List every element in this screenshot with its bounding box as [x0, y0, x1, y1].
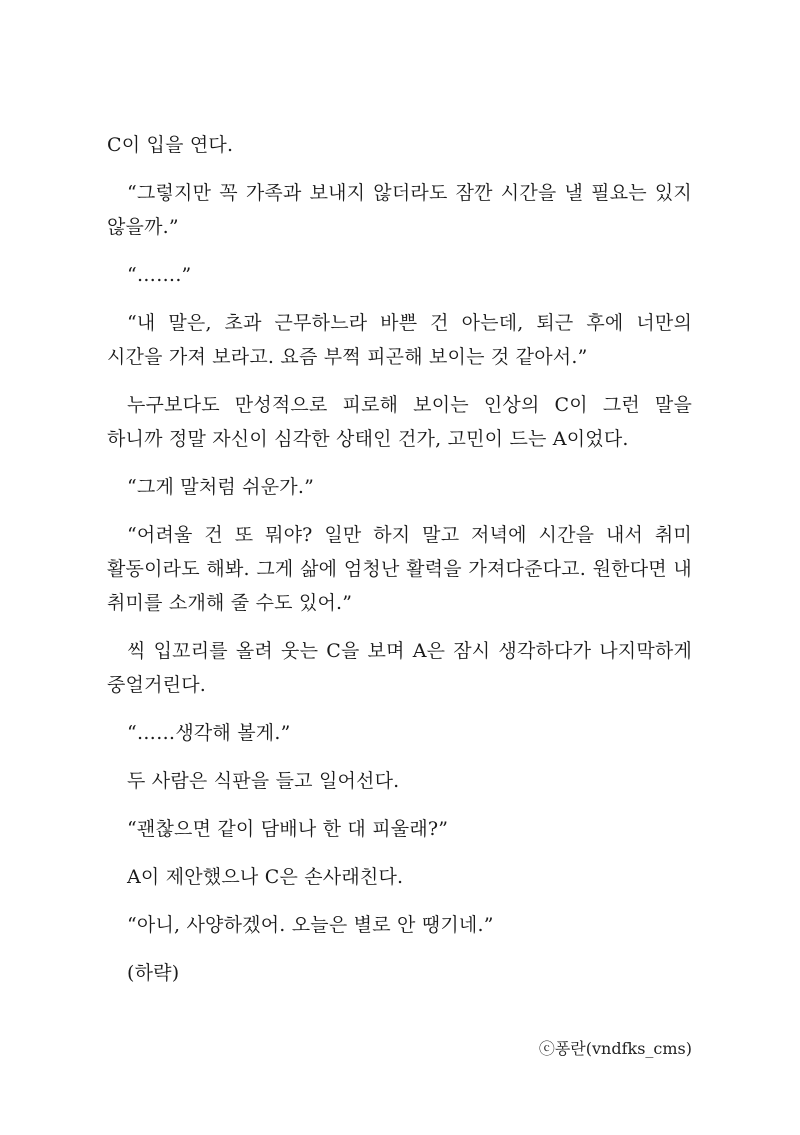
paragraph-4: “내 말은, 초과 근무하느라 바쁜 건 아는데, 퇴근 후에 너만의 시간을 가져 보라고. 요즘 부쩍 피곤해 보이는 것 같아서.” [107, 312, 692, 368]
paragraph-14: (하략) [127, 962, 180, 984]
paragraph-3: “…….” [127, 264, 192, 286]
paragraph-6: “그게 말처럼 쉬운가.” [127, 476, 314, 498]
paragraph-9: “……생각해 볼게.” [127, 722, 291, 744]
paragraph-2: “그렇지만 꼭 가족과 보내지 않더라도 잠깐 시간을 낼 필요는 있지 않을까.” [107, 182, 692, 238]
copyright-notice: ⓒ퐁란(vndfks_cms) [538, 1039, 692, 1058]
paragraph-13: “아니, 사양하겠어. 오늘은 별로 안 땡기네.” [127, 914, 494, 936]
paragraph-12: A이 제안했으나 C은 손사래친다. [127, 866, 404, 888]
paragraph-5: 누구보다도 만성적으로 피로해 보이는 인상의 C이 그런 말을 하니까 정말 자신이 심각한 상태인 건가, 고민이 드는 A이었다. [107, 394, 692, 450]
paragraph-11: “괜찮으면 같이 담배나 한 대 피울래?” [127, 818, 449, 840]
paragraph-1: C이 입을 연다. [107, 134, 234, 156]
paragraph-10: 두 사람은 식판을 들고 일어선다. [127, 770, 400, 792]
document-body [107, 128, 692, 1004]
paragraph-8: 씩 입꼬리를 올려 웃는 C을 보며 A은 잠시 생각하다가 나지막하게 중얼거린다. [107, 640, 692, 696]
paragraph-7: “어려울 건 또 뭐야? 일만 하지 말고 저녁에 시간을 내서 취미 활동이라도 해봐. 그게 삶에 엄청난 활력을 가져다준다고. 원한다면 내 취미를 소개해 줄 수도 있어.” [107, 524, 692, 614]
